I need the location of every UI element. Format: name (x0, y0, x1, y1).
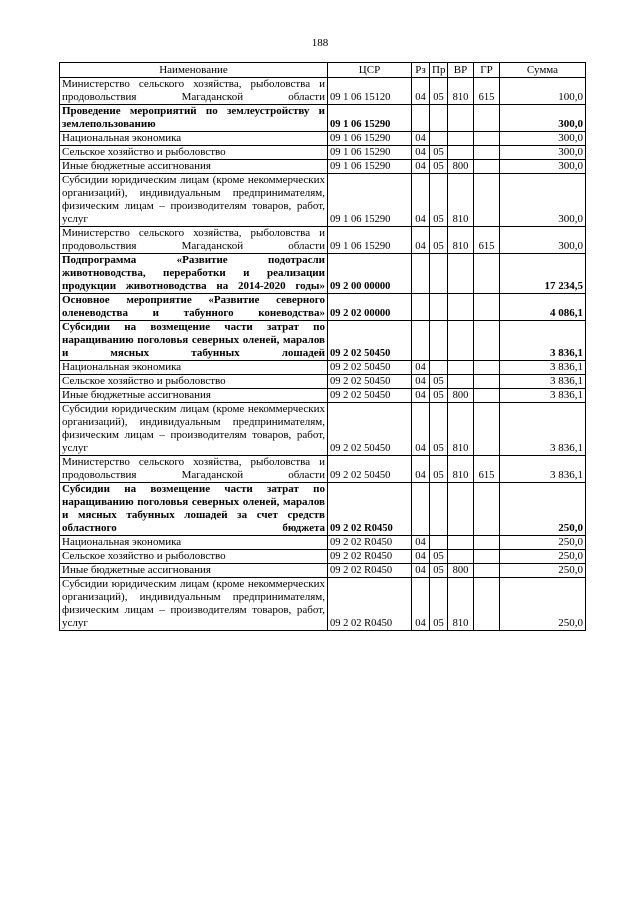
row-name: Субсидии юридическим лицам (кроме некоммерческих организаций), индивидуальным предпринимателям, физическим лицам – производителям товаров, работ, услуг (60, 403, 328, 456)
row-name: Министерство сельского хозяйства, рыболовства и продовольствия Магаданской области (60, 456, 328, 483)
row-name: Подпрограмма «Развитие подотрасли животноводства, переработки и реализации продукции животноводства на 2014-2020 годы» (60, 254, 328, 294)
row-sum: 250,0 (500, 536, 586, 550)
row-rz: 04 (412, 361, 430, 375)
row-csr: 09 2 02 R0450 (328, 578, 412, 631)
row-gr (474, 578, 500, 631)
row-sum: 300,0 (500, 160, 586, 174)
row-rz: 04 (412, 550, 430, 564)
row-sum: 300,0 (500, 132, 586, 146)
row-name: Основное мероприятие «Развитие северного оленеводства и табунного коневодства» (60, 294, 328, 321)
row-vr (448, 254, 474, 294)
row-csr: 09 2 02 50450 (328, 375, 412, 389)
row-vr (448, 361, 474, 375)
table-row (60, 132, 586, 146)
row-pr (430, 105, 448, 132)
row-name: Субсидии юридическим лицам (кроме некоммерческих организаций), индивидуальным предпринимателям, физическим лицам – производителям товаров, работ, услуг (60, 174, 328, 227)
row-vr: 810 (448, 78, 474, 105)
row-csr: 09 2 02 00000 (328, 294, 412, 321)
row-gr (474, 375, 500, 389)
row-gr (474, 294, 500, 321)
row-gr: 615 (474, 456, 500, 483)
row-rz: 04 (412, 132, 430, 146)
row-rz: 04 (412, 160, 430, 174)
row-csr: 09 2 02 50450 (328, 321, 412, 361)
header-pr: Пр (430, 63, 448, 78)
row-vr (448, 536, 474, 550)
table-row (60, 550, 586, 564)
row-gr: 615 (474, 227, 500, 254)
row-gr (474, 132, 500, 146)
row-csr: 09 1 06 15290 (328, 132, 412, 146)
row-rz (412, 105, 430, 132)
row-gr (474, 389, 500, 403)
row-csr: 09 1 06 15290 (328, 105, 412, 132)
row-csr: 09 1 06 15290 (328, 227, 412, 254)
row-rz: 04 (412, 536, 430, 550)
row-csr: 09 2 02 50450 (328, 456, 412, 483)
row-rz: 04 (412, 227, 430, 254)
budget-table (59, 62, 586, 631)
header-rz: Рз (412, 63, 430, 78)
row-vr (448, 146, 474, 160)
row-pr (430, 254, 448, 294)
row-sum: 3 836,1 (500, 403, 586, 456)
table-row (60, 105, 586, 132)
row-gr: 615 (474, 78, 500, 105)
row-gr (474, 361, 500, 375)
row-vr: 810 (448, 227, 474, 254)
row-csr: 09 1 06 15290 (328, 160, 412, 174)
row-sum: 250,0 (500, 564, 586, 578)
row-name: Национальная экономика (60, 536, 328, 550)
row-pr: 05 (430, 578, 448, 631)
row-gr (474, 160, 500, 174)
row-pr (430, 321, 448, 361)
row-vr (448, 132, 474, 146)
header-sum: Сумма (500, 63, 586, 78)
row-csr: 09 2 02 R0450 (328, 550, 412, 564)
row-gr (474, 254, 500, 294)
row-gr (474, 536, 500, 550)
row-gr (474, 483, 500, 536)
row-rz: 04 (412, 564, 430, 578)
table-row (60, 78, 586, 105)
row-name: Национальная экономика (60, 132, 328, 146)
row-sum: 250,0 (500, 483, 586, 536)
row-sum: 3 836,1 (500, 321, 586, 361)
row-csr: 09 2 02 R0450 (328, 483, 412, 536)
row-rz: 04 (412, 174, 430, 227)
row-vr: 800 (448, 160, 474, 174)
row-vr: 800 (448, 564, 474, 578)
row-name: Иные бюджетные ассигнования (60, 389, 328, 403)
header-row (60, 63, 586, 78)
row-vr (448, 483, 474, 536)
table-row (60, 160, 586, 174)
row-pr: 05 (430, 160, 448, 174)
row-rz: 04 (412, 146, 430, 160)
header-name: Наименование (60, 63, 328, 78)
row-name: Министерство сельского хозяйства, рыболовства и продовольствия Магаданской области (60, 78, 328, 105)
table-row (60, 536, 586, 550)
page-number: 188 (311, 37, 329, 49)
row-rz (412, 321, 430, 361)
row-vr: 810 (448, 174, 474, 227)
row-name: Проведение мероприятий по землеустройству и землепользованию (60, 105, 328, 132)
table-row (60, 227, 586, 254)
table-row (60, 174, 586, 227)
row-gr (474, 403, 500, 456)
row-name: Субсидии на возмещение части затрат по наращиванию поголовья северных оленей, маралов и мясных табунных лошадей (60, 321, 328, 361)
row-sum: 100,0 (500, 78, 586, 105)
row-vr (448, 321, 474, 361)
table-row (60, 564, 586, 578)
row-pr (430, 294, 448, 321)
row-pr (430, 536, 448, 550)
table-row (60, 375, 586, 389)
row-csr: 09 1 06 15290 (328, 174, 412, 227)
row-vr (448, 375, 474, 389)
row-pr: 05 (430, 389, 448, 403)
row-name: Иные бюджетные ассигнования (60, 160, 328, 174)
row-sum: 250,0 (500, 550, 586, 564)
row-name: Сельское хозяйство и рыболовство (60, 375, 328, 389)
row-rz (412, 483, 430, 536)
row-gr (474, 564, 500, 578)
row-pr: 05 (430, 375, 448, 389)
table-body (60, 78, 586, 631)
row-vr: 810 (448, 403, 474, 456)
row-gr (474, 174, 500, 227)
row-vr (448, 294, 474, 321)
row-vr (448, 550, 474, 564)
header-vr: ВР (448, 63, 474, 78)
row-pr: 05 (430, 227, 448, 254)
row-name: Министерство сельского хозяйства, рыболовства и продовольствия Магаданской области (60, 227, 328, 254)
row-rz: 04 (412, 578, 430, 631)
row-sum: 3 836,1 (500, 375, 586, 389)
table-row (60, 254, 586, 294)
table-row (60, 456, 586, 483)
row-sum: 300,0 (500, 105, 586, 132)
row-vr: 810 (448, 578, 474, 631)
row-gr (474, 146, 500, 160)
row-gr (474, 550, 500, 564)
row-sum: 17 234,5 (500, 254, 586, 294)
table-row (60, 403, 586, 456)
row-sum: 3 836,1 (500, 361, 586, 375)
row-rz: 04 (412, 375, 430, 389)
row-rz: 04 (412, 456, 430, 483)
header-csr: ЦСР (328, 63, 412, 78)
row-vr: 810 (448, 456, 474, 483)
row-name: Национальная экономика (60, 361, 328, 375)
row-sum: 300,0 (500, 174, 586, 227)
row-sum: 300,0 (500, 227, 586, 254)
row-pr: 05 (430, 146, 448, 160)
row-name: Сельское хозяйство и рыболовство (60, 550, 328, 564)
row-name: Субсидии юридическим лицам (кроме некоммерческих организаций), индивидуальным предпринимателям, физическим лицам – производителям товаров, работ, услуг (60, 578, 328, 631)
row-csr: 09 2 00 00000 (328, 254, 412, 294)
row-name: Сельское хозяйство и рыболовство (60, 146, 328, 160)
table-row (60, 321, 586, 361)
table-row (60, 389, 586, 403)
row-gr (474, 105, 500, 132)
row-sum: 3 836,1 (500, 456, 586, 483)
header-gr: ГР (474, 63, 500, 78)
row-pr: 05 (430, 78, 448, 105)
row-pr: 05 (430, 550, 448, 564)
row-csr: 09 2 02 R0450 (328, 564, 412, 578)
row-pr (430, 361, 448, 375)
table-row (60, 361, 586, 375)
table-row (60, 578, 586, 631)
row-sum: 300,0 (500, 146, 586, 160)
row-pr: 05 (430, 564, 448, 578)
row-rz: 04 (412, 403, 430, 456)
table-row (60, 294, 586, 321)
row-vr: 800 (448, 389, 474, 403)
row-rz (412, 294, 430, 321)
row-pr (430, 132, 448, 146)
row-sum: 250,0 (500, 578, 586, 631)
row-sum: 4 086,1 (500, 294, 586, 321)
row-csr: 09 2 02 R0450 (328, 536, 412, 550)
row-sum: 3 836,1 (500, 389, 586, 403)
row-pr: 05 (430, 456, 448, 483)
row-name: Иные бюджетные ассигнования (60, 564, 328, 578)
row-gr (474, 321, 500, 361)
row-csr: 09 2 02 50450 (328, 403, 412, 456)
row-csr: 09 1 06 15290 (328, 146, 412, 160)
row-pr: 05 (430, 403, 448, 456)
row-vr (448, 105, 474, 132)
row-rz: 04 (412, 389, 430, 403)
table-row (60, 146, 586, 160)
row-csr: 09 1 06 15120 (328, 78, 412, 105)
row-rz (412, 254, 430, 294)
row-csr: 09 2 02 50450 (328, 389, 412, 403)
row-rz: 04 (412, 78, 430, 105)
row-pr: 05 (430, 174, 448, 227)
row-pr (430, 483, 448, 536)
table-row (60, 483, 586, 536)
row-name: Субсидии на возмещение части затрат по наращиванию поголовья северных оленей, маралов и мясных табунных лошадей за счет средств областного бюджета (60, 483, 328, 536)
row-csr: 09 2 02 50450 (328, 361, 412, 375)
